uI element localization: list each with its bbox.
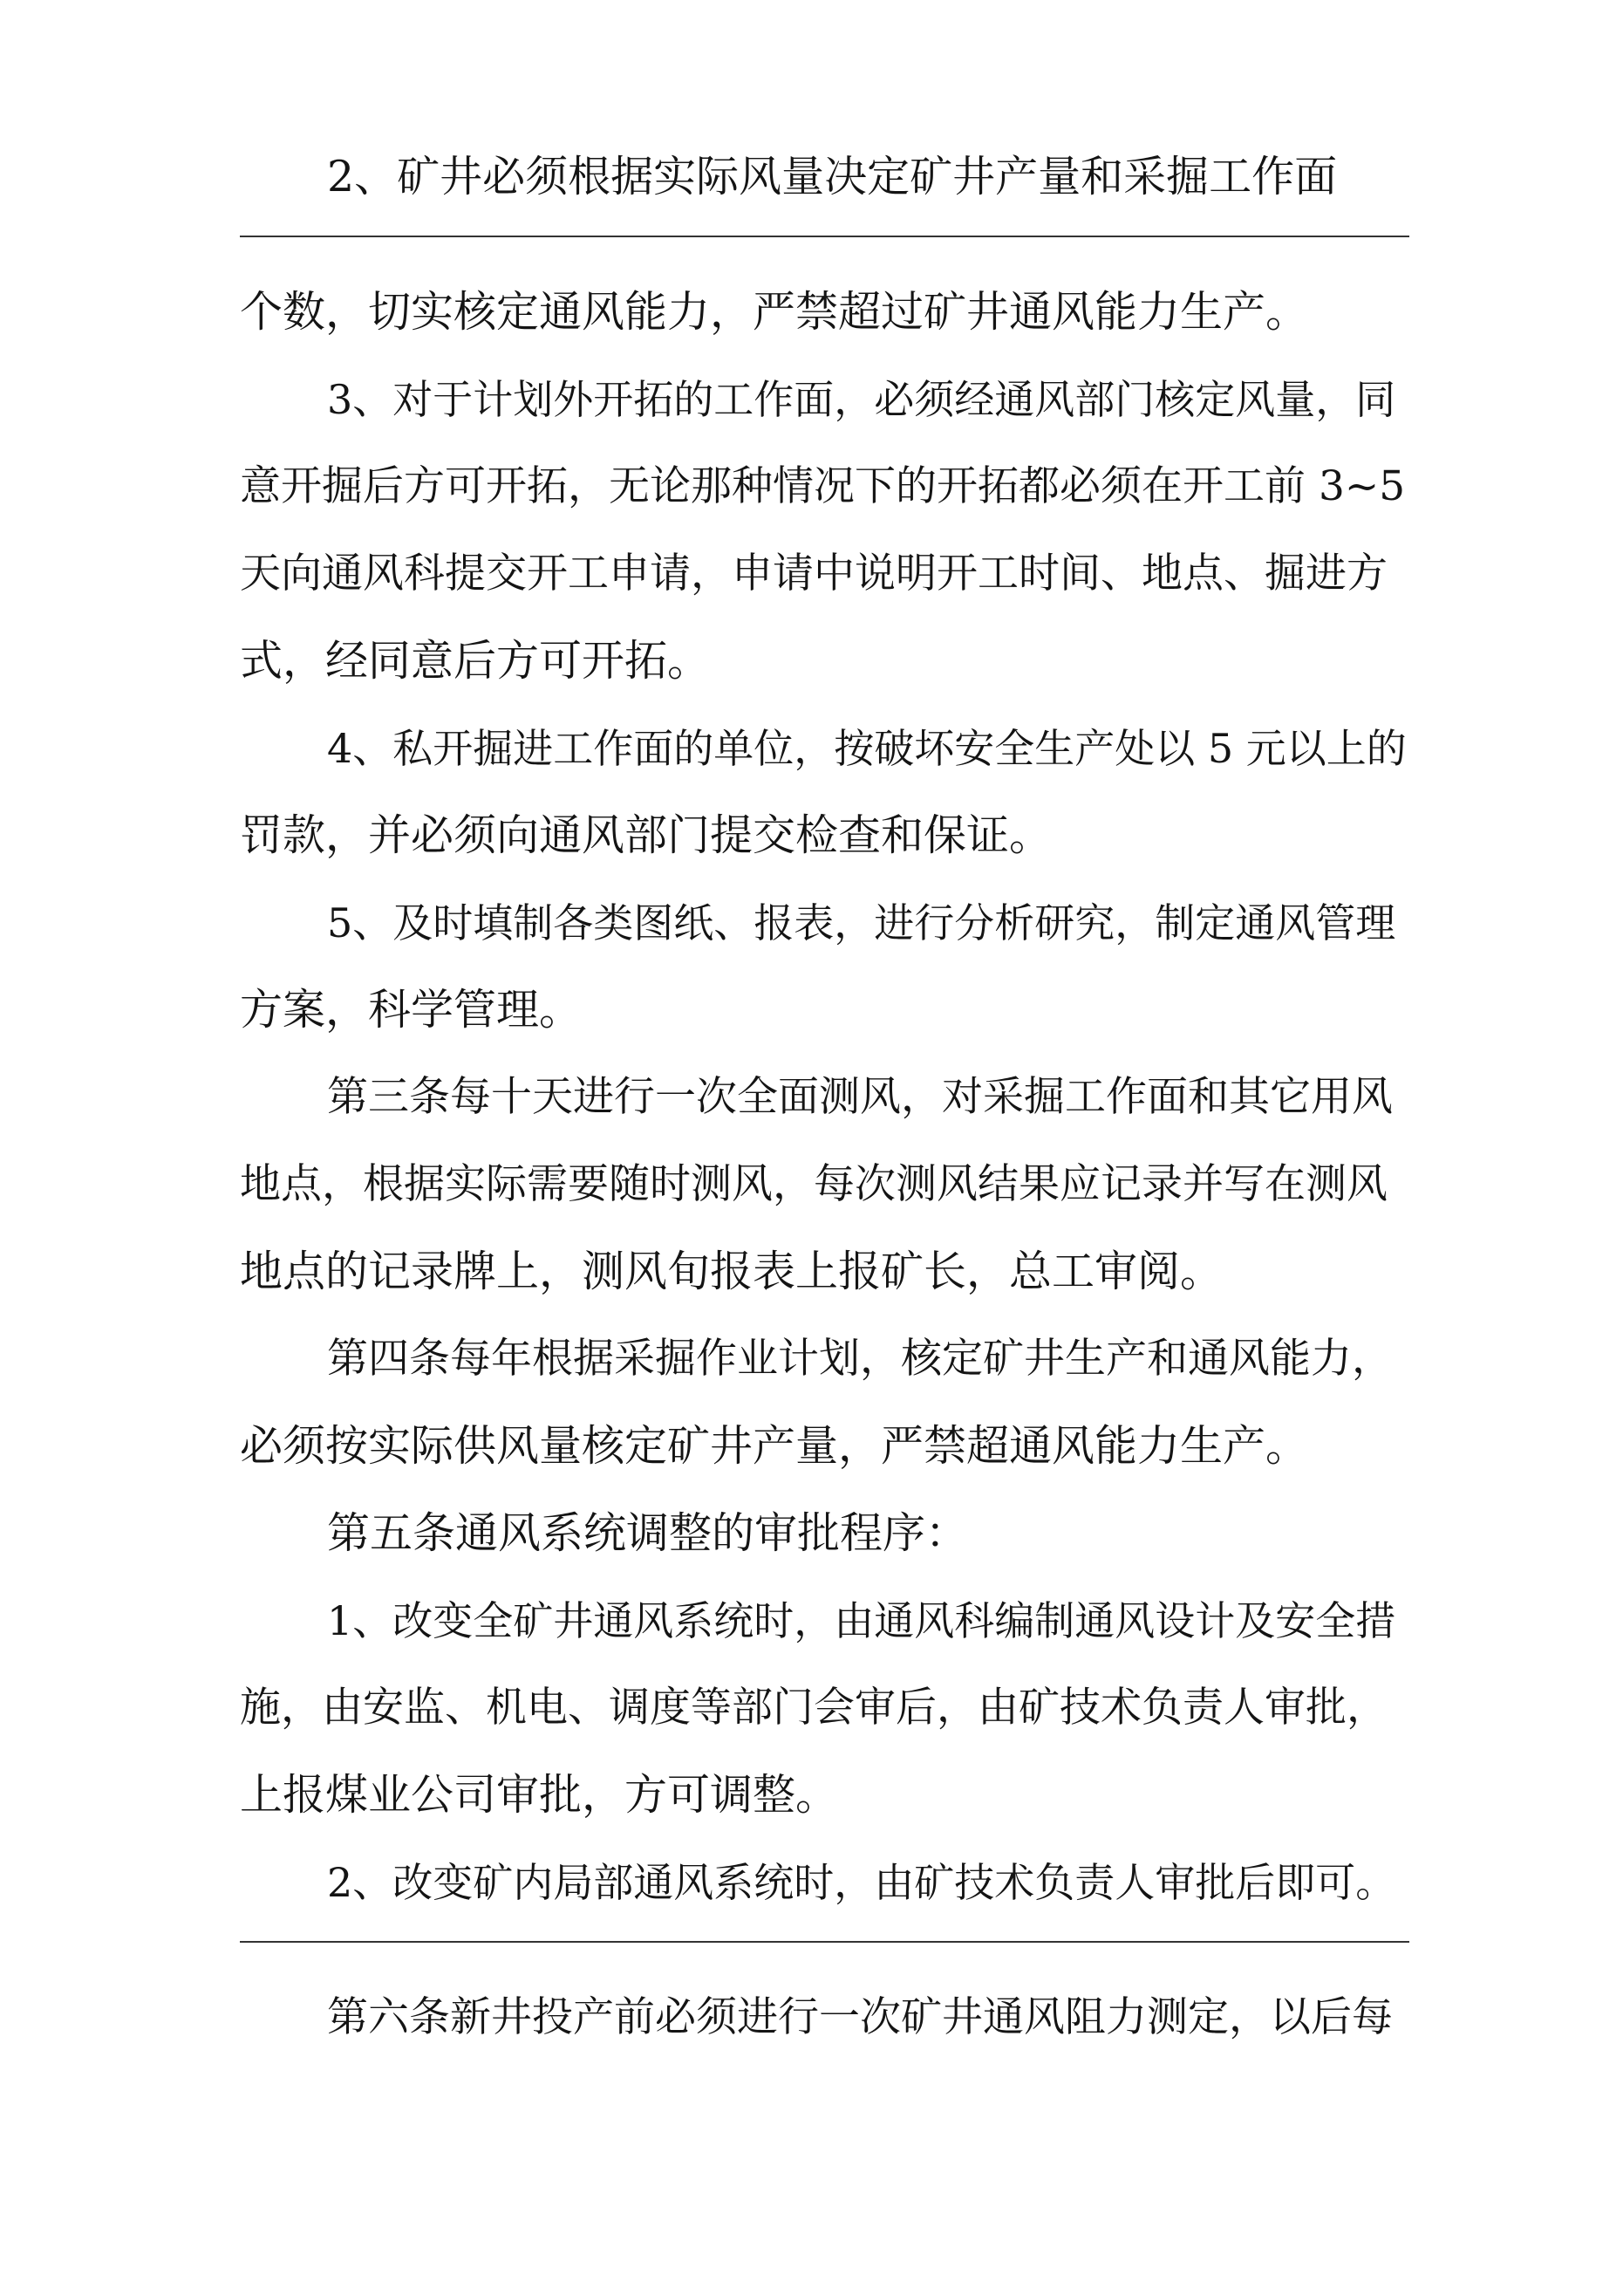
text-line	[0, 548, 1623, 600]
text-line	[0, 1158, 1623, 1211]
line-text: 上报煤业公司审批，方可调整。	[240, 1770, 839, 1820]
line-text: 第五条通风系统调整的审批程序：	[327, 1508, 969, 1558]
line-text: 5、及时填制各类图纸、报表，进行分析研究，制定通风管理	[327, 899, 1396, 946]
text-line	[0, 635, 1623, 687]
line-text: 地点，根据实际需要随时测风，每次测风结果应记录并写在测风	[240, 1160, 1388, 1208]
line-text: 第六条新井投产前必须进行一次矿井通风阻力测定，以后每	[327, 1993, 1393, 2041]
separator-line	[240, 236, 1409, 237]
line-text: 地点的记录牌上，测风旬报表上报矿长，总工审阅。	[240, 1247, 1224, 1296]
line-text: 2、矿井必须根据实际风量决定矿井产量和采掘工作面	[327, 152, 1338, 202]
text-line	[0, 897, 1623, 949]
text-line	[0, 1682, 1623, 1734]
text-line	[0, 722, 1623, 775]
line-text: 第三条每十天进行一次全面测风，对采掘工作面和其它用风	[327, 1073, 1393, 1121]
line-text: 2、改变矿内局部通风系统时，由矿技术负责人审批后即可。	[327, 1859, 1396, 1906]
text-line	[0, 984, 1623, 1036]
text-line	[0, 1856, 1623, 1909]
text-line	[0, 151, 1623, 203]
line-text: 罚款，并必须向通风部门提交检查和保证。	[240, 810, 1053, 860]
text-line	[0, 1071, 1623, 1124]
line-text: 第四条每年根据采掘作业计划，核定矿井生产和通风能力，	[327, 1335, 1393, 1383]
text-line	[0, 1420, 1623, 1473]
text-line	[0, 1769, 1623, 1821]
text-line	[0, 1595, 1623, 1647]
line-text: 方案，科学管理。	[240, 985, 583, 1035]
separator-line	[240, 1941, 1409, 1943]
text-line	[0, 286, 1623, 338]
line-text: 式，经同意后方可开拓。	[240, 636, 711, 686]
text-line	[0, 1992, 1623, 2044]
line-text: 个数，切实核定通风能力，严禁超过矿井通风能力生产。	[240, 287, 1309, 337]
text-line	[0, 1333, 1623, 1385]
text-line	[0, 373, 1623, 426]
text-line	[0, 1507, 1623, 1560]
line-text: 4、私开掘进工作面的单位，按破坏安全生产处以 5 元以上的	[327, 725, 1407, 772]
line-text: 意开掘后方可开拓，无论那种情况下的开拓都必须在开工前 3~5	[240, 462, 1406, 510]
line-text: 必须按实际供风量核定矿井产量，严禁超通风能力生产。	[240, 1421, 1309, 1471]
line-text: 施，由安监、机电、调度等部门会审后，由矿技术负责人审批，	[240, 1684, 1388, 1732]
text-line	[0, 1246, 1623, 1298]
line-text: 天向通风科提交开工申请，申请中说明开工时间、地点、掘进方	[240, 550, 1388, 598]
line-text: 3、对于计划外开拓的工作面，必须经通风部门核定风量，同	[327, 376, 1396, 423]
text-line	[0, 461, 1623, 513]
line-text: 1、改变全矿井通风系统时，由通风科编制通风设计及安全措	[327, 1597, 1396, 1644]
text-line	[0, 810, 1623, 862]
